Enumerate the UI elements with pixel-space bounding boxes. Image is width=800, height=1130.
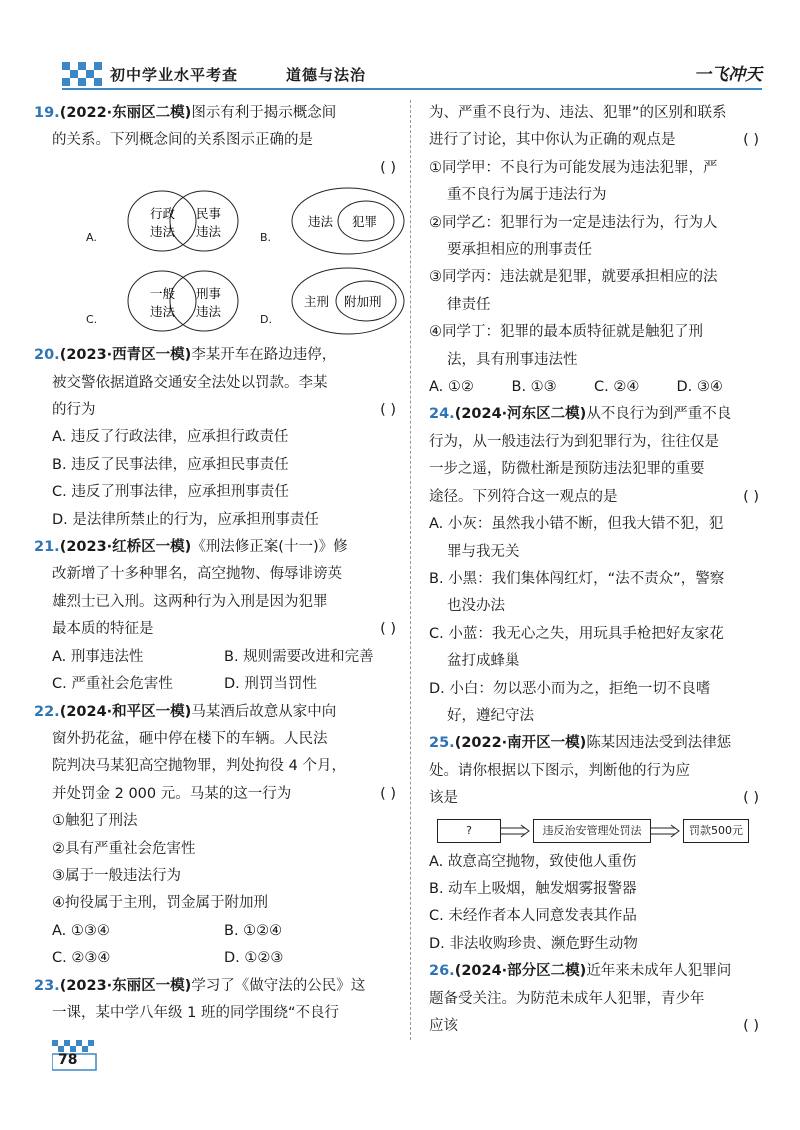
question-26 [429, 958, 759, 1040]
option-label: D. [260, 313, 272, 327]
options-row [34, 945, 396, 972]
page-header [62, 54, 762, 96]
option-c: C. ②③④ [52, 950, 111, 967]
option-c-cont: 盆打成蜂巢 [447, 653, 520, 670]
checker-grid-icon [62, 62, 106, 88]
question-22 [34, 699, 396, 973]
question-source: (2023·东丽区一模) [59, 977, 192, 994]
venn-diagram-a [124, 184, 244, 258]
option-c: C. 未经作者本人同意发表其作品 [429, 908, 637, 925]
question-text: 李某开车在路边违停， [191, 347, 337, 364]
statement-item: 法，具有刑事违法性 [447, 351, 578, 368]
option-b: B. 小黑：我们集体闯红灯，“法不责众”，警察 [429, 570, 725, 587]
label-c-outer2: 违法 [150, 304, 176, 320]
question-number: 20. [34, 347, 60, 364]
option-label: B. [260, 231, 272, 245]
option-a: A. 刑事违法性 [52, 648, 144, 665]
statement-item: ①同学甲：不良行为可能发展为违法犯罪，严 [429, 159, 718, 176]
question-source: (2024·河东区二模) [454, 406, 587, 423]
statement-item: ②具有严重社会危害性 [52, 840, 196, 857]
question-text: 最本质的特征是 [52, 621, 154, 638]
question-text: 学习了《做守法的公民》这 [191, 977, 366, 994]
option-label: A. [86, 231, 97, 245]
option-c: C. ②④ [594, 379, 640, 396]
option-d: D. 小白：勿以恶小而为之，拒绝一切不良嗜 [429, 680, 711, 697]
statement-item: ①触犯了刑法 [52, 813, 138, 830]
question-text: 并处罚金 2 000 元。马某的这一行为 [52, 785, 292, 802]
question-number: 26. [429, 963, 455, 980]
option-b: B. ①③ [511, 379, 557, 396]
answer-bracket: ( ) [380, 159, 396, 176]
question-text: 改新增了十多种罪名，高空抛物、侮辱诽谤英 [52, 566, 342, 583]
statement-item: 重不良行为属于违法行为 [447, 187, 607, 204]
question-text: 行为，从一般违法行为到犯罪行为，往往仅是 [429, 433, 719, 450]
left-column [34, 100, 396, 1027]
label-a-inner1: 民事 [196, 206, 222, 222]
option-b: B. 规则需要改进和完善 [224, 648, 374, 665]
question-text: 为、严重不良行为、违法、犯罪”的区别和联系 [429, 105, 727, 121]
question-25 [429, 730, 759, 958]
label-d-outer: 主刑 [304, 294, 330, 310]
label-b-outer: 违法 [308, 214, 334, 230]
question-number: 22. [34, 703, 60, 720]
question-source: (2024·部分区二模) [454, 963, 587, 980]
option-d: D. 是法律所禁止的行为，应承担刑事责任 [52, 511, 319, 528]
question-text: 进行了讨论，其中你认为正确的观点是 [429, 132, 676, 149]
subject-title: 道德与法治 [286, 66, 367, 84]
question-number: 23. [34, 977, 60, 994]
question-23-continued [429, 100, 759, 401]
question-text: 途径。下列符合这一观点的是 [429, 488, 618, 505]
option-d: D. 刑罚当罚性 [224, 676, 317, 693]
question-text: 的关系。下列概念间的关系图示正确的是 [52, 132, 313, 149]
option-d: D. ①②③ [224, 950, 284, 967]
answer-bracket: ( ) [743, 132, 759, 149]
answer-bracket: ( ) [380, 621, 396, 638]
option-d-cont: 好，遵纪守法 [447, 707, 534, 724]
options-row [34, 644, 396, 671]
question-text: 院判决马某犯高空抛物罪，判处拘役 4 个月， [52, 758, 346, 775]
brand-logo: 一飞冲天 [694, 65, 762, 85]
answer-bracket: ( ) [380, 402, 396, 419]
option-c: C. 小蓝：我无心之失，用玩具手枪把好友家花 [429, 625, 724, 642]
label-d-inner: 附加刑 [344, 294, 382, 310]
question-source: (2022·南开区一模) [454, 735, 587, 752]
question-text: 该是 [429, 790, 458, 807]
option-a: A. ①② [429, 379, 474, 396]
question-text: 《刑法修正案(十一)》修 [191, 539, 348, 556]
question-source: (2023·西青区一模) [59, 347, 192, 364]
venn-diagram-c [124, 264, 244, 338]
answer-bracket: ( ) [743, 790, 759, 807]
statement-item: ②同学乙：犯罪行为一定是违法行为，行为人 [429, 214, 718, 231]
question-number: 21. [34, 539, 60, 556]
question-text: 从不良行为到严重不良 [586, 406, 732, 423]
question-number: 19. [34, 105, 60, 121]
option-b-cont: 也没办法 [447, 598, 505, 615]
question-23 [34, 973, 396, 1028]
question-text: 一步之遥，防微杜渐是预防违法犯罪的重要 [429, 461, 705, 478]
option-a: A. ①③④ [52, 922, 110, 939]
header-rule [62, 88, 762, 90]
answer-bracket: ( ) [743, 488, 759, 505]
question-text: 处。请你根据以下图示，判断他的行为应 [429, 762, 690, 779]
label-a-inner2: 违法 [196, 224, 222, 240]
question-24 [429, 401, 759, 730]
statement-item: ③同学丙：违法就是犯罪，就要承担相应的法 [429, 269, 718, 286]
option-d: D. 非法收购珍贵、濒危野生动物 [429, 935, 638, 952]
flow-box-law: 违反治安管理处罚法 [533, 819, 651, 843]
option-b: B. 违反了民事法律，应承担民事责任 [52, 456, 289, 473]
diagram-row-cd [34, 262, 396, 342]
question-source: (2022·东丽区二模) [59, 105, 192, 121]
question-source: (2024·和平区一模) [59, 703, 192, 720]
label-c-outer1: 一般 [150, 286, 176, 302]
option-a: A. 违反了行政法律，应承担行政责任 [52, 429, 289, 446]
question-number: 24. [429, 406, 455, 423]
label-a-outer2: 违法 [150, 224, 176, 240]
answer-bracket: ( ) [380, 785, 396, 802]
question-text: 陈某因违法受到法律惩 [586, 735, 732, 752]
question-text: 雄烈士已入刑。这两种行为入刑是因为犯罪 [52, 593, 328, 610]
option-a: A. 故意高空抛物，致使他人重伤 [429, 853, 637, 870]
options-row [429, 374, 759, 401]
options-row [34, 918, 396, 945]
page-number: 78 [58, 1052, 78, 1068]
option-a: A. 小灰：虽然我小错不断，但我大错不犯，犯 [429, 516, 724, 533]
label-c-inner2: 违法 [196, 304, 222, 320]
options-row [34, 671, 396, 698]
question-text: 题备受关注。为防范未成年人犯罪，青少年 [429, 990, 705, 1007]
venn-diagram-b [290, 184, 408, 258]
statement-item: ④同学丁：犯罪的最本质特征就是触犯了刑 [429, 324, 703, 341]
option-d: D. ③④ [676, 379, 723, 396]
label-b-inner: 犯罪 [352, 214, 378, 230]
option-b: B. 动车上吸烟，触发烟雾报警器 [429, 880, 637, 897]
double-arrow-icon [651, 823, 681, 839]
option-b: B. ①②④ [224, 922, 283, 939]
question-text: 的行为 [52, 402, 96, 419]
question-number: 25. [429, 735, 455, 752]
statement-item: 律责任 [447, 296, 491, 313]
flow-box-unknown: ? [437, 819, 501, 843]
question-text: 马某酒后故意从家中向 [191, 703, 337, 720]
column-divider [410, 100, 411, 1040]
statement-item: ④拘役属于主刑，罚金属于附加刑 [52, 895, 268, 912]
question-text: 近年来未成年人犯罪问 [586, 963, 732, 980]
question-21 [34, 534, 396, 698]
question-text: 应该 [429, 1018, 458, 1034]
flow-diagram [429, 813, 759, 849]
label-c-inner1: 刑事 [196, 286, 222, 302]
answer-bracket: ( ) [743, 1018, 759, 1034]
statement-item: ③属于一般违法行为 [52, 867, 181, 884]
option-a-cont: 罪与我无关 [447, 543, 520, 560]
diagram-row-ab [34, 182, 396, 262]
question-text: 窗外扔花盆，砸中停在楼下的车辆。人民法 [52, 730, 328, 747]
question-source: (2023·红桥区一模) [59, 539, 192, 556]
right-column [429, 100, 759, 1040]
option-label: C. [86, 313, 98, 327]
option-c: C. 严重社会危害性 [52, 676, 173, 693]
venn-diagram-d [290, 264, 408, 338]
question-text: 图示有利于揭示概念间 [191, 105, 337, 121]
statement-item: 要承担相应的刑事责任 [447, 242, 592, 259]
book-title: 初中学业水平考查 [110, 66, 239, 84]
question-19 [34, 100, 396, 342]
question-text: 一课，某中学八年级 1 班的同学围绕“不良行 [52, 1004, 339, 1021]
question-20 [34, 342, 396, 534]
flow-box-fine: 罚款500元 [683, 819, 749, 843]
double-arrow-icon [501, 823, 531, 839]
option-c: C. 违反了刑事法律，应承担刑事责任 [52, 484, 289, 501]
label-a-outer1: 行政 [150, 206, 176, 222]
question-text: 被交警依据道路交通安全法处以罚款。李某 [52, 374, 328, 391]
